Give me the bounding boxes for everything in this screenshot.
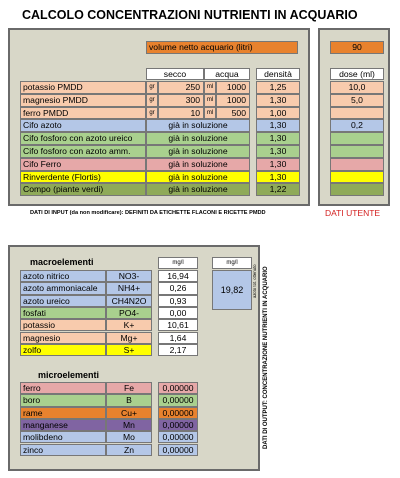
total-unit: mg/l: [212, 257, 252, 269]
volume-input[interactable]: 90: [330, 41, 384, 54]
input-row-densita: 1,30: [256, 171, 300, 184]
macro-row-value: 0,93: [158, 295, 198, 307]
input-row-densita: 1,30: [256, 119, 300, 132]
micro-row-value: 0,00000: [158, 419, 198, 431]
input-row-solution: già in soluzione: [146, 145, 250, 158]
macro-row-symbol: PO4-: [106, 307, 152, 319]
micro-row-symbol: B: [106, 394, 152, 406]
input-row-solution: già in soluzione: [146, 158, 250, 171]
input-row-dose[interactable]: [330, 158, 384, 171]
macro-row-name: magnesio: [20, 332, 106, 344]
micro-row-value: 0,00000: [158, 382, 198, 394]
macro-row-symbol: S+: [106, 344, 152, 356]
input-row-densita: 1,22: [256, 183, 300, 196]
input-row-densita: 1,25: [256, 81, 300, 94]
micro-title: microelementi: [38, 370, 100, 380]
macro-row-name: fosfati: [20, 307, 106, 319]
volume-label: volume netto acquario (litri): [146, 41, 298, 54]
macro-row-value: 2,17: [158, 344, 198, 356]
input-row-name: ferro PMDD: [20, 107, 146, 120]
macro-row-value: 0,00: [158, 307, 198, 319]
micro-row-symbol: Mo: [106, 431, 152, 443]
macro-row-symbol: K+: [106, 319, 152, 331]
micro-row-symbol: Cu+: [106, 407, 152, 419]
input-row-secco[interactable]: 10: [158, 107, 204, 120]
header-secco: secco: [146, 68, 204, 80]
total-nitrogen-note: azoto tot. ottenuto: [252, 264, 257, 298]
input-row-dose[interactable]: 10,0: [330, 81, 384, 94]
input-row-densita: 1,00: [256, 107, 300, 120]
macro-unit: mg/l: [158, 257, 198, 269]
macro-row-value: 16,94: [158, 270, 198, 282]
header-dose: dose (ml): [330, 68, 384, 80]
input-row-dose[interactable]: [330, 183, 384, 196]
macro-row-symbol: NH4+: [106, 282, 152, 294]
macro-row-symbol: Mg+: [106, 332, 152, 344]
input-row-dose[interactable]: [330, 107, 384, 120]
macro-row-value: 0,26: [158, 282, 198, 294]
input-row-secco[interactable]: 250: [158, 81, 204, 94]
macro-row-symbol: CH4N2O: [106, 295, 152, 307]
input-row-acqua[interactable]: 1000: [216, 81, 250, 94]
input-row-acqua[interactable]: 1000: [216, 94, 250, 107]
unit-label: ml: [204, 81, 216, 94]
micro-row-value: 0,00000: [158, 394, 198, 406]
header-acqua: acqua: [204, 68, 250, 80]
header-densita: densità: [256, 68, 300, 80]
input-row-name: Cifo fosforo con azoto ureico: [20, 132, 146, 145]
input-row-densita: 1,30: [256, 132, 300, 145]
input-row-dose[interactable]: 0,2: [330, 119, 384, 132]
micro-row-name: rame: [20, 407, 106, 419]
macro-row-name: azoto nitrico: [20, 270, 106, 282]
macro-row-value: 10,61: [158, 319, 198, 331]
input-row-solution: già in soluzione: [146, 183, 250, 196]
input-row-name: magnesio PMDD: [20, 94, 146, 107]
input-row-solution: già in soluzione: [146, 132, 250, 145]
micro-row-name: boro: [20, 394, 106, 406]
unit-label: gr: [146, 94, 158, 107]
input-note: DATI DI INPUT (da non modificare): DEFINITI DA ETICHETTE FLACONI E RICETTE PMDD: [30, 210, 266, 216]
input-row-name: Cifo Ferro: [20, 158, 146, 171]
input-row-name: Cifo fosforo con azoto amm.: [20, 145, 146, 158]
macro-row-name: potassio: [20, 319, 106, 331]
unit-label: gr: [146, 81, 158, 94]
input-row-densita: 1,30: [256, 145, 300, 158]
micro-row-symbol: Mn: [106, 419, 152, 431]
macro-row-value: 1,64: [158, 332, 198, 344]
micro-row-name: ferro: [20, 382, 106, 394]
unit-label: gr: [146, 107, 158, 120]
input-row-dose[interactable]: [330, 171, 384, 184]
micro-row-symbol: Zn: [106, 444, 152, 456]
input-row-acqua[interactable]: 500: [216, 107, 250, 120]
micro-row-name: zinco: [20, 444, 106, 456]
input-row-name: Compo (piante verdi): [20, 183, 146, 196]
input-row-dose[interactable]: [330, 145, 384, 158]
input-row-densita: 1,30: [256, 158, 300, 171]
output-note: DATI DI OUTPUT: CONCENTRAZIONE NUTRIENTI IN ACQUARIO: [263, 266, 269, 449]
macro-row-name: azoto ureico: [20, 295, 106, 307]
input-row-secco[interactable]: 300: [158, 94, 204, 107]
macro-row-symbol: NO3-: [106, 270, 152, 282]
input-row-dose[interactable]: 5,0: [330, 94, 384, 107]
input-row-name: Rinverdente (Flortis): [20, 171, 146, 184]
micro-row-symbol: Fe: [106, 382, 152, 394]
micro-row-value: 0,00000: [158, 407, 198, 419]
macro-row-name: azoto ammoniacale: [20, 282, 106, 294]
micro-row-name: manganese: [20, 419, 106, 431]
input-row-name: Cifo azoto: [20, 119, 146, 132]
macro-row-name: zolfo: [20, 344, 106, 356]
user-note: DATI UTENTE: [325, 208, 381, 218]
total-nitrogen-value: 19,82: [212, 270, 252, 310]
micro-row-name: molibdeno: [20, 431, 106, 443]
input-row-solution: già in soluzione: [146, 119, 250, 132]
input-row-solution: già in soluzione: [146, 171, 250, 184]
unit-label: ml: [204, 94, 216, 107]
input-row-densita: 1,30: [256, 94, 300, 107]
micro-row-value: 0,00000: [158, 444, 198, 456]
macro-title: macroelementi: [30, 257, 94, 267]
input-row-name: potassio PMDD: [20, 81, 146, 94]
page-title: CALCOLO CONCENTRAZIONI NUTRIENTI IN ACQUARIO: [22, 8, 358, 22]
unit-label: ml: [204, 107, 216, 120]
input-row-dose[interactable]: [330, 132, 384, 145]
micro-row-value: 0,00000: [158, 431, 198, 443]
